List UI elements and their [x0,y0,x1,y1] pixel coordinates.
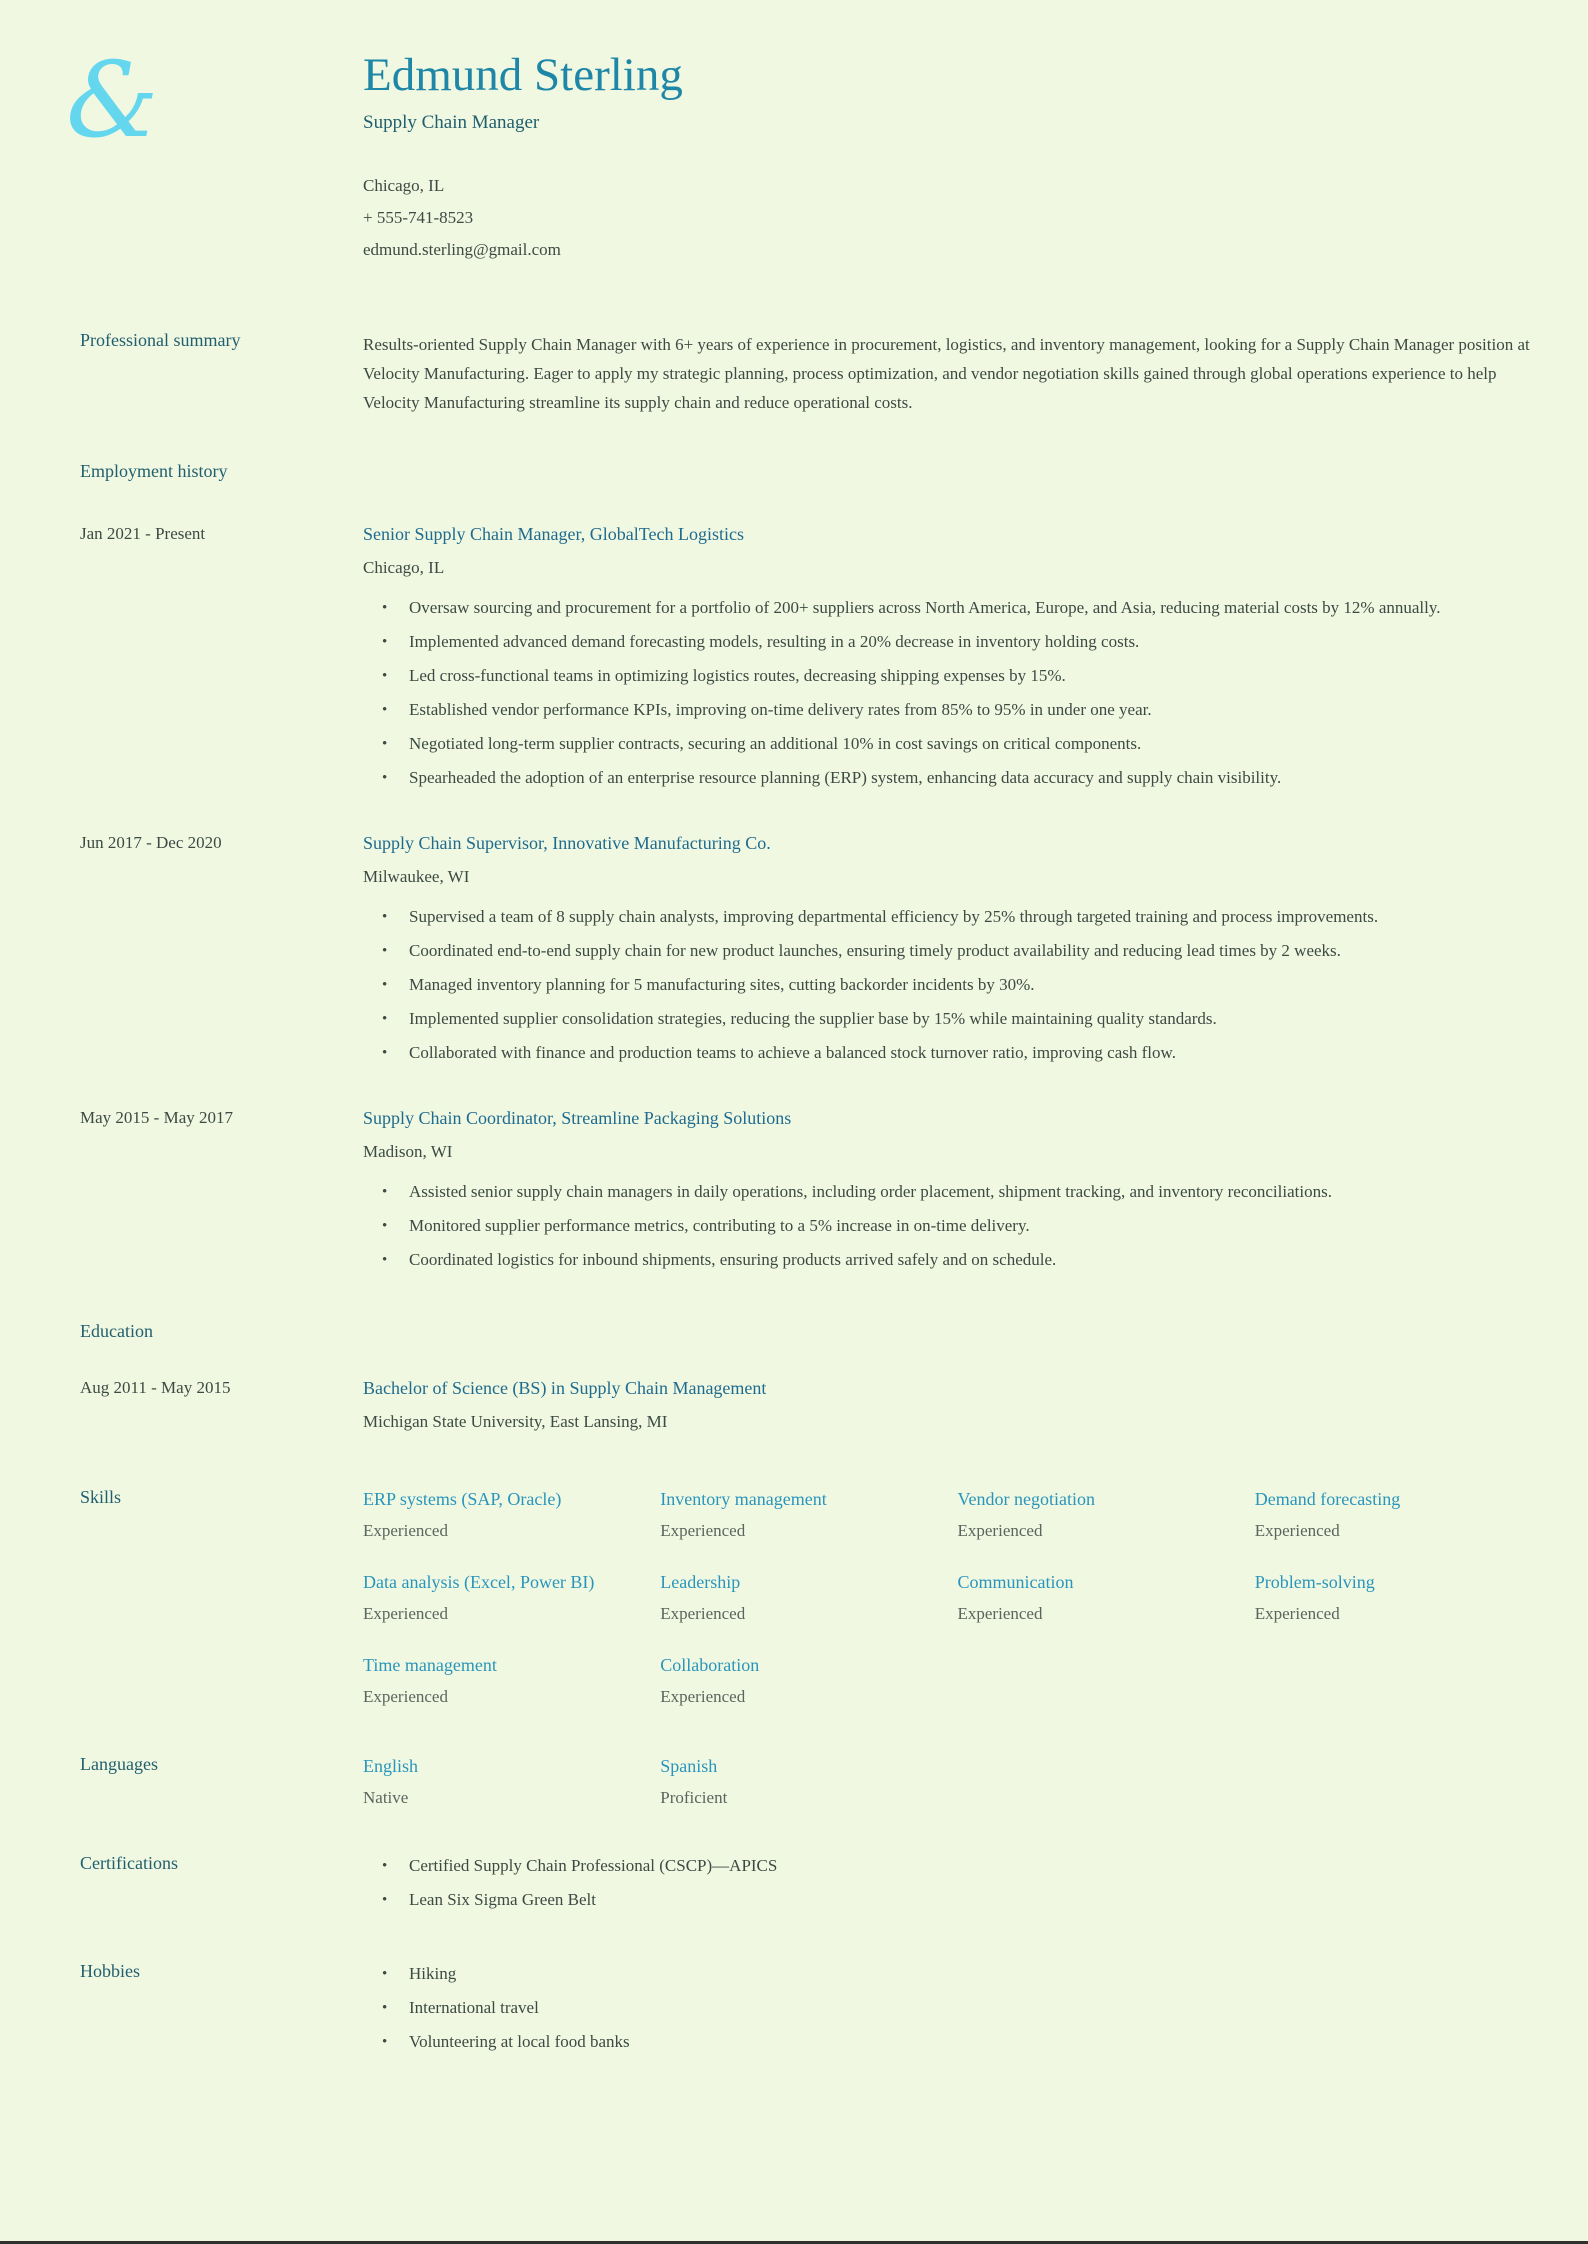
ampersand-logo-icon: & [66,39,159,161]
skills-grid [363,1487,1530,1708]
job-title: Senior Supply Chain Manager, GlobalTech Logistics [363,524,744,545]
skill-level: Experienced [1254,1604,1340,1624]
skill-name: Leadership [660,1572,741,1593]
section-education [80,1321,1530,1342]
job-title: Supply Chain Coordinator, Streamline Packaging Solutions [363,1108,792,1129]
job-bullet: • Negotiated long-term supplier contracts, securing an additional 10% in cost savings on critical components. [363,731,1530,757]
job-title: Supply Chain Supervisor, Innovative Manufacturing Co. [363,833,771,854]
job-bullet-list [363,904,1530,1066]
job-bullet: • Led cross-functional teams in optimizing logistics routes, decreasing shipping expenses by 15%. [363,663,1530,689]
skill-name: Vendor negotiation [957,1489,1095,1510]
certification-item: • Certified Supply Chain Professional (CSCP)—APICS [363,1853,1530,1879]
header-identity [363,48,1530,266]
skill-level: Experienced [957,1604,1043,1624]
contact-email: edmund.sterling@gmail.com [363,240,561,260]
skills-section-label: Skills [80,1487,122,1508]
education-dates: Aug 2011 - May 2015 [80,1378,231,1398]
job-bullet: • Collaborated with finance and production teams to achieve a balanced stock turnover ratio, improving cash flow. [363,1040,1530,1066]
job-details [363,522,1530,799]
section-employment-history [80,461,1530,482]
skill-item [958,1570,1233,1625]
skill-name: Data analysis (Excel, Power BI) [363,1572,595,1593]
language-level: Proficient [660,1788,728,1808]
contact-block [363,170,1530,266]
language-item [660,1754,935,1809]
education-degree: Bachelor of Science (BS) in Supply Chain Management [363,1378,767,1399]
skill-level: Experienced [1254,1521,1340,1541]
job-entry [80,1106,1530,1281]
skill-item [1255,1570,1530,1625]
candidate-job-title: Supply Chain Manager [363,112,540,134]
employment-section-label: Employment history [80,461,228,482]
skill-item [363,1653,638,1708]
skill-name: ERP systems (SAP, Oracle) [363,1489,562,1510]
education-entry [80,1376,1530,1435]
skill-item [1255,1487,1530,1542]
job-entry [80,831,1530,1074]
hobby-item: • Hiking [363,1961,1530,1987]
skill-level: Experienced [660,1521,746,1541]
job-entry [80,522,1530,799]
contact-phone: + 555-741-8523 [363,208,474,228]
summary-text: Results-oriented Supply Chain Manager with 6+ years of experience in procurement, logistics, and inventory management, looking for a Supply Chain Manager position at Velocity Manufacturing. Eager to apply my strategic planning, process optimization, and vendor negotiation skills gained through global operations experience to help Velocity Manufacturing streamline its supply chain and reduce operational costs. [363,335,1530,413]
section-hobbies [80,1961,1530,2063]
language-name: Spanish [660,1756,718,1777]
job-bullet: • Supervised a team of 8 supply chain analysts, improving departmental efficiency by 25% through targeted training and process improvements. [363,904,1530,930]
job-details [363,1106,1530,1281]
skill-name: Communication [957,1572,1074,1593]
skill-level: Experienced [660,1604,746,1624]
job-location: Chicago, IL [363,558,445,578]
job-bullet: • Coordinated logistics for inbound shipments, ensuring products arrived safely and on schedule. [363,1247,1530,1273]
job-location: Milwaukee, WI [363,867,470,887]
job-details [363,831,1530,1074]
skill-item [958,1487,1233,1542]
job-bullet: • Monitored supplier performance metrics, contributing to a 5% increase in on-time delivery. [363,1213,1530,1239]
skill-name: Problem-solving [1254,1572,1375,1593]
language-level: Native [363,1788,409,1808]
skill-name: Time management [363,1655,497,1676]
skill-item [660,1653,935,1708]
job-bullet: • Coordinated end-to-end supply chain for new product launches, ensuring timely product availability and reducing lead times by 2 weeks. [363,938,1530,964]
education-section-label: Education [80,1321,153,1342]
certification-item: • Lean Six Sigma Green Belt [363,1887,1530,1913]
skill-name: Collaboration [660,1655,760,1676]
skill-level: Experienced [363,1687,448,1707]
job-location: Madison, WI [363,1142,453,1162]
language-item [363,1754,638,1809]
skill-item [660,1487,935,1542]
hobby-item: • Volunteering at local food banks [363,2029,1530,2055]
job-dates: Jan 2021 - Present [80,524,206,544]
job-bullet: • Implemented advanced demand forecasting models, resulting in a 20% decrease in inventory holding costs. [363,629,1530,655]
skill-level: Experienced [660,1687,746,1707]
hobby-item: • International travel [363,1995,1530,2021]
contact-location: Chicago, IL [363,176,445,196]
section-professional-summary [80,330,1530,417]
resume-header [66,39,1530,266]
candidate-name: Edmund Sterling [363,49,683,101]
hobbies-section-label: Hobbies [80,1961,140,1982]
language-name: English [363,1756,419,1777]
skill-item [660,1570,935,1625]
certifications-list [363,1853,1530,1921]
certifications-section-label: Certifications [80,1853,178,1874]
section-certifications [80,1853,1530,1921]
skill-item [363,1570,638,1625]
job-bullet: • Established vendor performance KPIs, improving on-time delivery rates from 85% to 95% in under one year. [363,697,1530,723]
skill-level: Experienced [363,1604,448,1624]
skill-name: Demand forecasting [1254,1489,1401,1510]
section-languages [80,1754,1530,1809]
summary-section-label: Professional summary [80,330,241,351]
job-bullet: • Spearheaded the adoption of an enterprise resource planning (ERP) system, enhancing data accuracy and supply chain visibility. [363,765,1530,791]
education-school: Michigan State University, East Lansing, MI [363,1412,668,1432]
job-bullet: • Implemented supplier consolidation strategies, reducing the supplier base by 15% while maintaining quality standards. [363,1006,1530,1032]
hobbies-list [363,1961,1530,2063]
job-dates: Jun 2017 - Dec 2020 [80,833,222,853]
languages-grid [363,1754,1530,1809]
skill-level: Experienced [957,1521,1043,1541]
job-bullet: • Managed inventory planning for 5 manufacturing sites, cutting backorder incidents by 30%. [363,972,1530,998]
skill-name: Inventory management [660,1489,827,1510]
job-bullet-list [363,1179,1530,1273]
job-dates: May 2015 - May 2017 [80,1108,233,1128]
skill-level: Experienced [363,1521,448,1541]
languages-section-label: Languages [80,1754,158,1775]
section-skills [80,1487,1530,1708]
job-bullet-list [363,595,1530,791]
job-bullet: • Assisted senior supply chain managers in daily operations, including order placement, shipment tracking, and inventory reconciliations. [363,1179,1530,1205]
job-bullet: • Oversaw sourcing and procurement for a portfolio of 200+ suppliers across North America, Europe, and Asia, reducing material costs by 12% annually. [363,595,1530,621]
education-details [363,1376,1530,1435]
skill-item [363,1487,638,1542]
